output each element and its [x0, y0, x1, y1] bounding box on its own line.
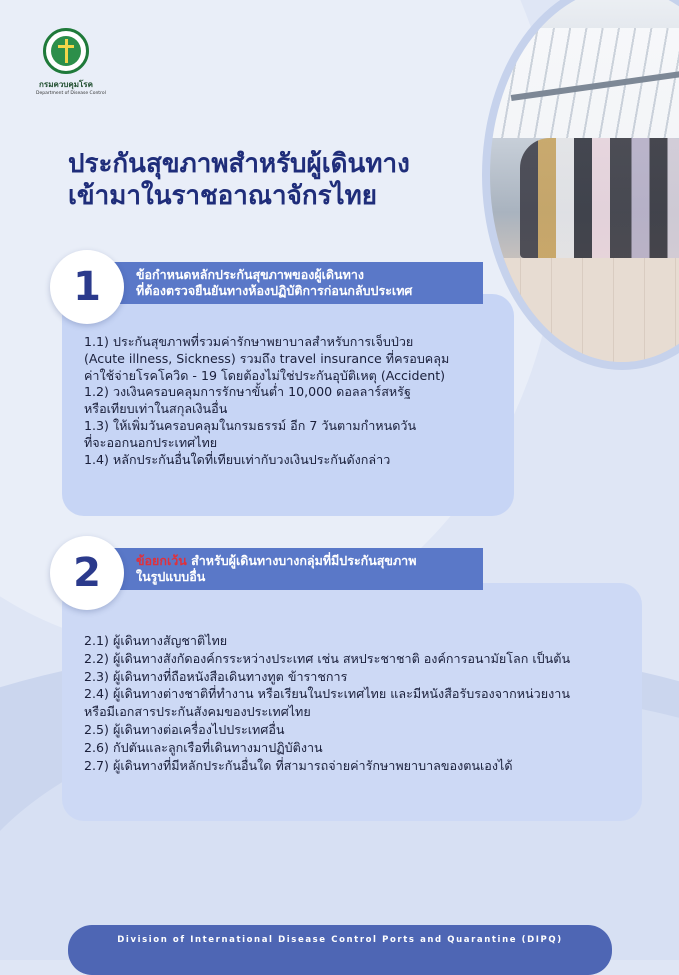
section-1-card: [62, 294, 514, 516]
org-logo: [36, 28, 106, 96]
list-item: 2.6) กัปตันและลูกเรือที่เดินทางมาปฏิบัติงาน: [84, 739, 323, 755]
list-item: 1.4) หลักประกันอื่นใดที่เทียบเท่ากับวงเงินประกันดังกล่าว: [84, 451, 391, 467]
org-seal-icon: [43, 28, 89, 74]
list-item: ที่จะออกนอกประเทศไทย: [84, 434, 218, 450]
section-2-number-badge: 2: [50, 536, 124, 610]
list-item: หรือเทียบเท่าในสกุลเงินอื่น: [84, 401, 228, 417]
list-item: 1.1) ประกันสุขภาพที่รวมค่ารักษาพยาบาลสำหรับการเจ็บป่วย: [84, 334, 414, 349]
org-name-en: Department of Disease Control: [36, 91, 106, 96]
section-1-banner: [106, 262, 483, 304]
list-item: 2.4) ผู้เดินทางต่างชาติที่ทำงาน หรือเรียนในประเทศไทย และมีหนังสือรับรองจากหน่วยงาน: [84, 686, 570, 702]
section-2-banner: [106, 548, 483, 590]
list-item: 2.2) ผู้เดินทางสังกัดองค์กรระหว่างประเทศ เช่น สหประชาชาติ องค์การอนามัยโลก เป็นต้น: [84, 650, 571, 666]
list-item: 2.7) ผู้เดินทางที่มีหลักประกันอื่นใด ที่สามารถจ่ายค่ารักษาพยาบาลของตนเองได้: [84, 757, 513, 773]
section-1-heading-line: ข้อกำหนดหลักประกันสุขภาพของผู้เดินทาง: [136, 267, 364, 282]
section-1-heading-line: ที่ต้องตรวจยืนยันทางห้องปฏิบัติการก่อนกลับประเทศ: [136, 283, 413, 298]
section-2-heading-line: ในรูปแบบอื่น: [136, 569, 206, 584]
title-line: ประกันสุขภาพสำหรับผู้เดินทาง: [68, 149, 410, 179]
list-item: ค่าใช้จ่ายโรคโควิด - 19 โดยต้องไม่ใช่ประกันอุบัติเหตุ (Accident): [84, 367, 446, 383]
section-1-number-badge: 1: [50, 250, 124, 324]
list-item: (Acute illness, Sickness) รวมถึง travel insurance ที่ครอบคลุม: [84, 350, 450, 366]
list-item: 2.1) ผู้เดินทางสัญชาติไทย: [84, 633, 228, 648]
footer-text: Division of International Disease Control Ports and Quarantine (DIPQ): [117, 935, 563, 945]
org-name-th: กรมควบคุมโรค: [39, 80, 93, 89]
list-item: 2.5) ผู้เดินทางต่อเครื่องไปประเทศอื่น: [84, 721, 285, 737]
title-line: เข้ามาในราชอาณาจักรไทย: [68, 181, 378, 211]
list-item: 2.3) ผู้เดินทางที่ถือหนังสือเดินทางทูต ข้าราชการ: [84, 668, 348, 684]
list-item: 1.2) วงเงินครอบคลุมการรักษาขั้นต่ำ 10,000 ดอลลาร์สหรัฐ: [84, 384, 411, 400]
section-2-heading-line: [136, 553, 473, 569]
list-item: 1.3) ให้เพิ่มวันครอบคลุมในกรมธรรม์ อีก 7 วันตามกำหนดวัน: [84, 417, 417, 433]
section-2-card: [62, 583, 642, 821]
footer-bar: [68, 925, 612, 975]
section-2-heading-text: สำหรับผู้เดินทางบางกลุ่มที่มีประกันสุขภาพ: [186, 553, 417, 568]
list-item: หรือมีเอกสารประกันสังคมของประเทศไทย: [84, 704, 311, 720]
exception-highlight: ข้อยกเว้น: [136, 553, 187, 568]
page-title: [68, 148, 488, 212]
